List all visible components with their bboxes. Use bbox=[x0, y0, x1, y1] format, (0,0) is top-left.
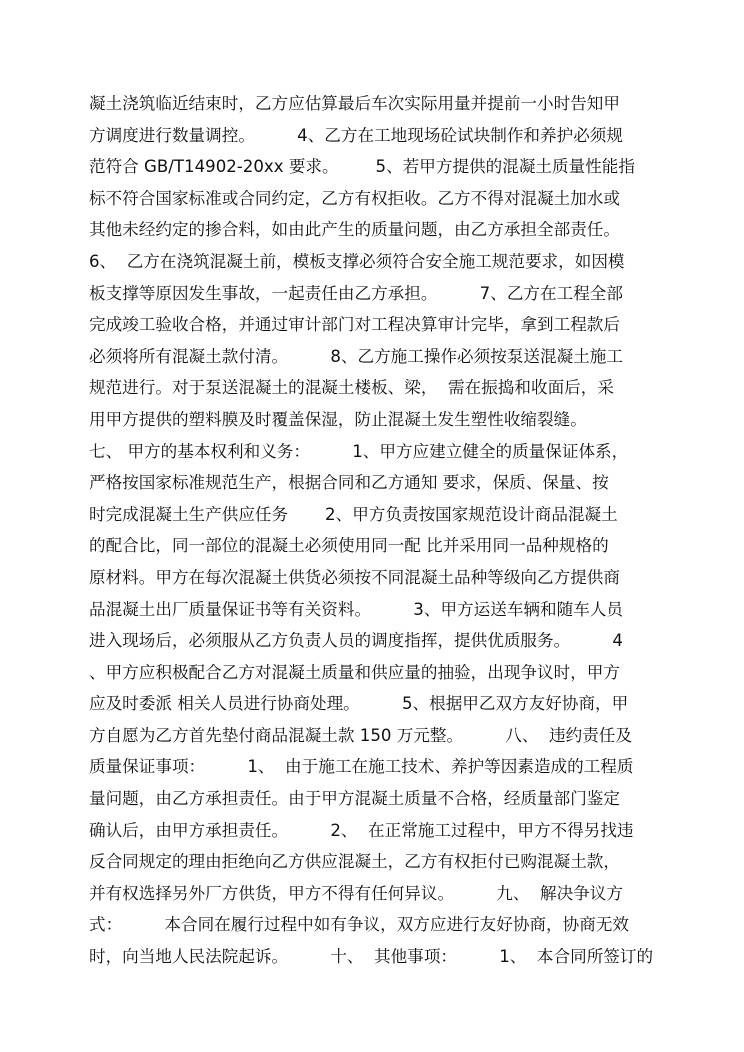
text-line: 板支撑等原因发生事故，一起责任由乙方承担。 7、乙方在工程全部 bbox=[89, 283, 623, 303]
text-line: 时，向当地人民法院起诉。 十、 其他事项： 1、 本合同所签订的 bbox=[89, 947, 654, 967]
document-body bbox=[89, 88, 661, 973]
text-line: 式： 本合同在履行过程中如有争议，双方应进行友好协商，协商无效 bbox=[89, 915, 630, 935]
section-heading-line: 七、 甲方的基本权利和义务： 1、甲方应建立健全的质量保证体系， bbox=[89, 441, 629, 461]
text-line: 品混凝土出厂质量保证书等有关资料。 3、甲方运送车辆和随车人员 bbox=[89, 599, 623, 619]
text-line: 反合同规定的理由拒绝向乙方供应混凝土，乙方有权拒付已购混凝土款， bbox=[89, 852, 620, 872]
text-line: 范符合 GB/T14902-20xx 要求。 5、若甲方提供的混凝土质量性能指 bbox=[89, 157, 635, 177]
text-line: 必须将所有混凝土款付清。 8、乙方施工操作必须按泵送混凝土施工 bbox=[89, 346, 623, 366]
text-line: 其他未经约定的掺合料，如由此产生的质量问题，由乙方承担全部责任。 bbox=[89, 220, 620, 240]
text-line: 原材料。甲方在每次混凝土供货必须按不同混凝土品种等级向乙方提供商 bbox=[89, 567, 620, 587]
text-line: 标不符合国家标准或合同约定，乙方有权拒收。乙方不得对混凝土加水或 bbox=[89, 188, 620, 208]
text-line: 应及时委派 相关人员进行协商处理。 5、根据甲乙双方友好协商，甲 bbox=[89, 694, 629, 714]
text-line: 确认后，由甲方承担责任。 2、 在正常施工过程中，甲方不得另找违 bbox=[89, 820, 634, 840]
text-line: 、甲方应积极配合乙方对混凝土质量和供应量的抽验，出现争议时，甲方 bbox=[89, 662, 620, 682]
text-line: 方调度进行数量调控。 4、乙方在工地现场砼试块制作和养护必须规 bbox=[89, 125, 623, 145]
text-line: 6、 乙方在浇筑混凝土前，模板支撑必须符合安全施工规范要求，如因模 bbox=[89, 251, 625, 271]
text-line: 凝土浇筑临近结束时，乙方应估算最后车次实际用量并提前一小时告知甲 bbox=[89, 94, 620, 113]
text-line: 量问题，由乙方承担责任。由于甲方混凝土质量不合格，经质量部门鉴定 bbox=[89, 789, 620, 809]
text-line: 进入现场后，必须服从乙方负责人员的调度指挥，提供优质服务。 4 bbox=[89, 631, 623, 651]
text-line: 并有权选择另外厂方供货，甲方不得有任何异议。 九、 解决争议方 bbox=[89, 883, 623, 903]
text-line: 规范进行。对于泵送混凝土的混凝土楼板、梁， 需在振捣和收面后，采 bbox=[89, 378, 614, 398]
text-line: 方自愿为乙方首先垫付商品混凝土款 150 万元整。 八、 违约责任及 bbox=[89, 725, 632, 745]
text-line: 严格按国家标准规范生产，根据合同和乙方通知 要求，保质、保量、按 bbox=[89, 473, 609, 493]
text-line: 的配合比，同一部位的混凝土必须使用同一配 比并采用同一品种规格的 bbox=[89, 536, 609, 556]
text-line: 用甲方提供的塑料膜及时覆盖保湿，防止混凝土发生塑性收缩裂缝。 bbox=[89, 409, 587, 429]
text-line: 时完成混凝土生产供应任务 2、甲方负责按国家规范设计商品混凝土 bbox=[89, 504, 618, 524]
text-line: 质量保证事项： 1、 由于施工在施工技术、养护等因素造成的工程质 bbox=[89, 757, 634, 777]
text-line: 完成竣工验收合格，并通过审计部门对工程决算审计完毕，拿到工程款后 bbox=[89, 315, 620, 335]
